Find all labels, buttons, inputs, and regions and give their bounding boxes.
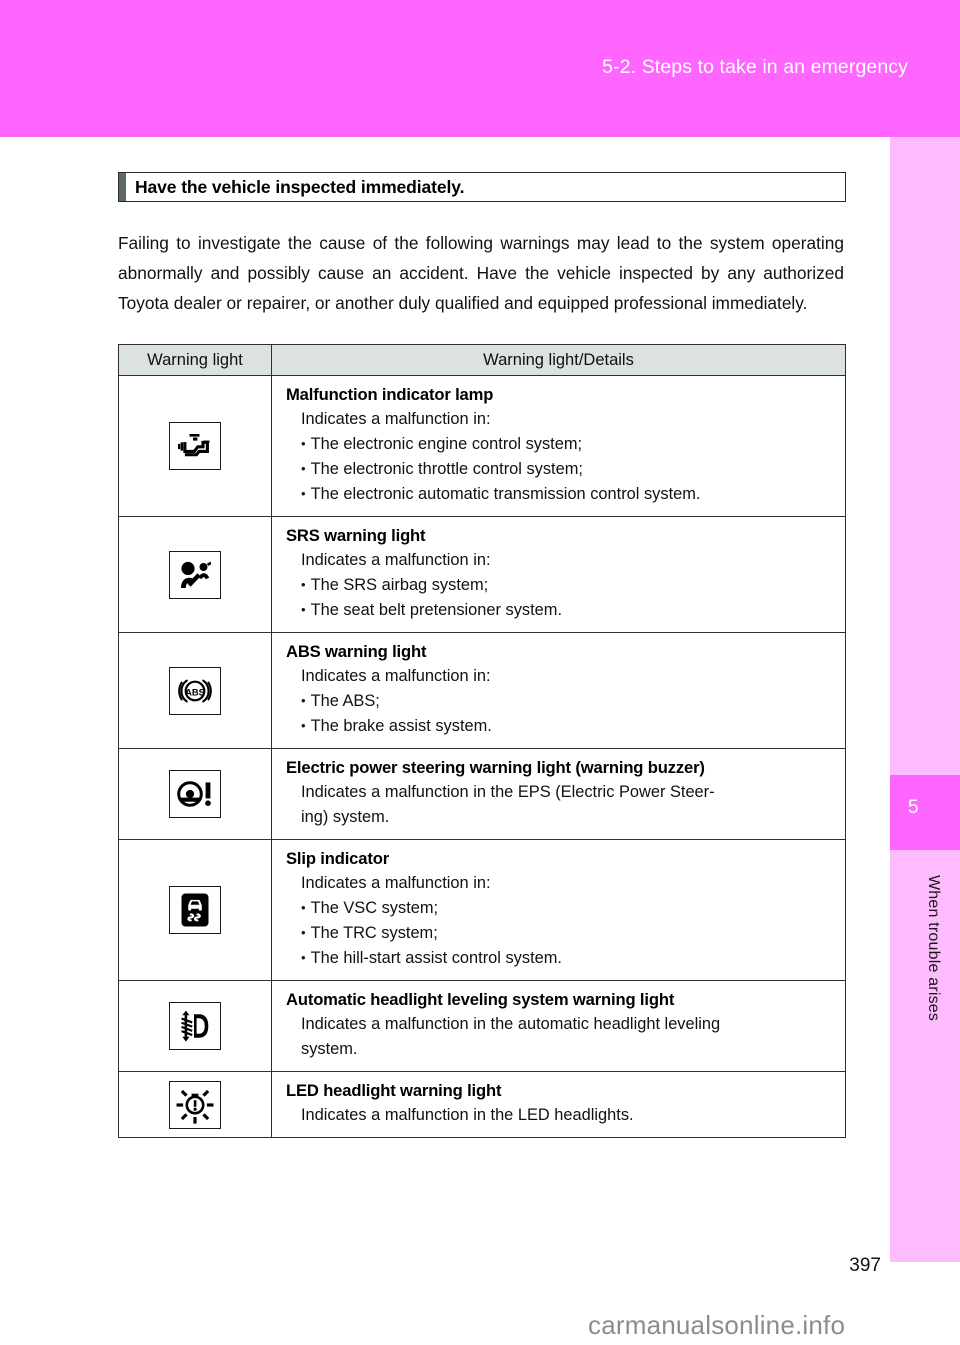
chapter-label: When trouble arises — [925, 875, 942, 1022]
table-row — [119, 633, 846, 749]
svg-text:ABS: ABS — [185, 685, 205, 697]
table-row — [119, 840, 846, 981]
table-row — [119, 376, 846, 517]
row-bullet: • The hill-start assist control system. — [286, 946, 835, 971]
table-header-row — [119, 345, 846, 376]
header-band — [0, 0, 960, 137]
watermark: carmanualsonline.info — [588, 1310, 846, 1340]
detail-cell — [272, 517, 846, 633]
row-bullet: • The seat belt pretensioner system. — [286, 598, 835, 623]
row-lead: Indicates a malfunction in: — [301, 874, 491, 892]
intro-paragraph: Failing to investigate the cause of the following warnings may lead to the system operating abnormally and possibly cause an accident. Have the vehicle inspected by any authorized Toyota dealer or repairer, or another duly qualified and equipped professional immediately. — [118, 233, 844, 313]
check-engine-icon — [169, 422, 221, 470]
chapter-rail — [890, 137, 960, 1262]
row-bullet: • The ABS; — [286, 689, 835, 714]
chapter-tab — [890, 775, 960, 850]
row-bullet: • The electronic automatic transmission control system. — [286, 482, 835, 507]
row-bullet: • The electronic engine control system; — [286, 432, 835, 457]
warning-lights-table — [118, 344, 846, 1138]
detail-cell — [272, 981, 846, 1072]
icon-cell — [119, 749, 272, 840]
row-bullet: • The TRC system; — [286, 921, 835, 946]
section-title: 5-2. Steps to take in an emergency — [602, 56, 908, 78]
headlight-leveling-icon — [169, 1002, 221, 1050]
row-lead: Indicates a malfunction in the EPS (Electric Power Steer- — [301, 783, 715, 801]
row-title: Electric power steering warning light (warning buzzer) — [286, 758, 705, 777]
page-content — [118, 172, 846, 1138]
icon-cell — [119, 981, 272, 1072]
abs-icon — [169, 667, 221, 715]
icon-cell — [119, 517, 272, 633]
row-bullet: • The electronic throttle control system; — [286, 457, 835, 482]
row-bullet: • The brake assist system. — [286, 714, 835, 739]
row-lead: Indicates a malfunction in: — [301, 551, 491, 569]
section-heading-box — [118, 172, 846, 202]
row-lead: Indicates a malfunction in: — [301, 667, 491, 685]
detail-cell — [272, 840, 846, 981]
detail-cell — [272, 749, 846, 840]
row-title: ABS warning light — [286, 642, 427, 661]
detail-cell — [272, 633, 846, 749]
detail-cell — [272, 1072, 846, 1138]
row-title: Automatic headlight leveling system warning light — [286, 990, 675, 1009]
row-title: Malfunction indicator lamp — [286, 385, 494, 404]
table-row — [119, 749, 846, 840]
electric-power-steering-icon — [169, 770, 221, 818]
table-row — [119, 517, 846, 633]
row-lead: Indicates a malfunction in: — [301, 410, 491, 428]
icon-cell — [119, 840, 272, 981]
row-lead-cont: ing) system. — [301, 808, 390, 826]
icon-cell — [119, 633, 272, 749]
row-lead: Indicates a malfunction in the LED headlights. — [301, 1106, 634, 1124]
row-title: Slip indicator — [286, 849, 390, 868]
slip-indicator-icon — [169, 886, 221, 934]
icon-cell — [119, 376, 272, 517]
row-bullet: • The VSC system; — [286, 896, 835, 921]
row-lead-cont: system. — [301, 1040, 358, 1058]
page-number: 397 — [849, 1255, 881, 1276]
row-lead: Indicates a malfunction in the automatic headlight leveling — [301, 1015, 721, 1033]
chapter-number: 5 — [908, 797, 919, 818]
heading-accent-bar — [119, 173, 126, 201]
led-headlight-icon — [169, 1081, 221, 1129]
table-row — [119, 1072, 846, 1138]
detail-cell — [272, 376, 846, 517]
column-header-warning-light: Warning light — [119, 345, 272, 376]
table-row — [119, 981, 846, 1072]
srs-airbag-icon — [169, 551, 221, 599]
page-title: Have the vehicle inspected immediately. — [135, 176, 465, 197]
icon-cell — [119, 1072, 272, 1138]
row-bullet: • The SRS airbag system; — [286, 573, 835, 598]
row-title: LED headlight warning light — [286, 1081, 502, 1100]
row-title: SRS warning light — [286, 526, 426, 545]
column-header-details: Warning light/Details — [272, 345, 846, 376]
